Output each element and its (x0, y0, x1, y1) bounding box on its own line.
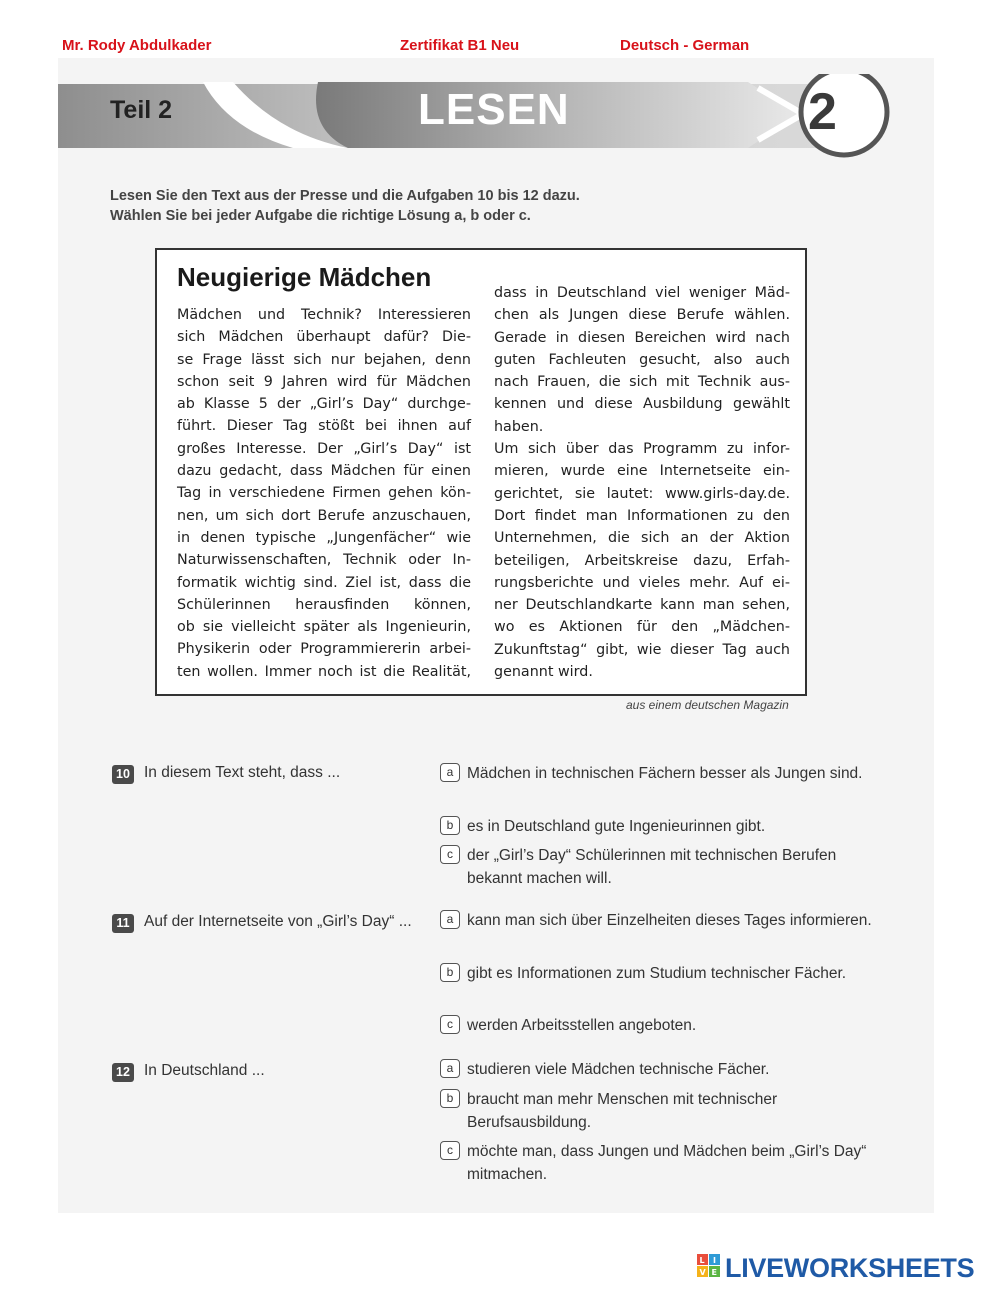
option-text: Mädchen in technischen Fächern besser als Jungen sind. (467, 765, 863, 782)
brand-name: LIVEWORKSHEETS (725, 1253, 975, 1283)
part-number: 2 (808, 83, 837, 141)
text-line: sich Mädchen überhaupt dafür? Die- (177, 329, 471, 346)
text-line: in denen typische „Jungenfächer“ wie (177, 529, 471, 546)
text-line: formatik wichtig sind. Ziel ist, dass die (177, 574, 471, 591)
article-source: aus einem deutschen Magazin (626, 698, 789, 712)
option-text: studieren viele Mädchen technische Fächer. (467, 1061, 770, 1078)
course-name: Zertifikat B1 Neu (400, 37, 520, 54)
option-letter: a (440, 763, 460, 782)
article-title: Neugierige Mädchen (177, 262, 432, 292)
option-letter: b (440, 963, 460, 982)
text-line: ner Deutschlandkarte kann man sehen, (494, 597, 790, 614)
text-line: Tag in verschiedene Firmen gehen kön- (177, 485, 471, 502)
text-line: Naturwissenschaften, Technik oder In- (177, 552, 471, 569)
text-line: guten Fachleuten gesucht, also auch (494, 351, 790, 368)
text-line: rungsberichte und vieles mehr. Auf ei- (494, 574, 790, 591)
text-line: Gerade in diesen Bereichen wird nach (494, 329, 790, 346)
option-text: werden Arbeitsstellen angeboten. (467, 1017, 697, 1034)
text-line: Zukunftstag“ gibt, wie dieser Tag auch (494, 641, 790, 658)
question-stem-10: In diesem Text steht, dass ... (144, 764, 341, 781)
text-line: Mädchen und Technik? Interessieren (177, 307, 471, 323)
text-line: nen, um sich dort Berufe anzuschauen, (177, 507, 471, 524)
text-line: großes Interesse. Der „Girl’s Day“ ist (177, 440, 471, 457)
text-line: kennen und diese Ausbildung gewählt (494, 396, 790, 413)
question-number-11: 11 (112, 914, 134, 933)
logo-letter: E (711, 1268, 717, 1277)
text-line: haben. (494, 418, 544, 435)
logo-blocks-icon (697, 1253, 721, 1279)
option-text: gibt es Informationen zum Studium technischer Fächer. (467, 965, 847, 982)
instruction-line-2: Wählen Sie bei jeder Aufgabe die richtige Lösung a, b oder c. (110, 208, 531, 224)
article-column-1 (177, 304, 471, 683)
option-text: es in Deutschland gute Ingenieurinnen gibt. (467, 818, 766, 835)
option-letter: c (440, 1141, 460, 1160)
text-line: Schülerinnen herausfinden können, (177, 596, 471, 613)
text-line: gerichtet, sie lautet: www.girls-day.de. (494, 485, 790, 502)
text-line: dazu gedacht, dass Mädchen für einen (177, 463, 471, 480)
option-text: braucht man mehr Menschen mit technischer Berufsausbildung. (467, 1091, 778, 1131)
text-line: ab Klasse 5 der „Girl’s Day“ durchge- (177, 396, 471, 413)
instruction-line-1: Lesen Sie den Text aus der Presse und die Aufgaben 10 bis 12 dazu. (110, 188, 580, 204)
question-stem-11: Auf der Internetseite von „Girl’s Day“ ... (144, 913, 412, 930)
instructions (110, 186, 580, 226)
option-letter: c (440, 1015, 460, 1034)
option-letter: a (440, 1059, 460, 1078)
text-line: schon seit 9 Jahren wird für Mädchen (177, 373, 471, 390)
text-line: wo es Aktionen für den „Mädchen- (494, 619, 790, 636)
author-name: Mr. Rody Abdulkader (62, 37, 212, 54)
question-stem-12: In Deutschland ... (144, 1062, 265, 1079)
text-line: genannt wird. (494, 664, 593, 681)
text-line: ten wollen. Immer noch ist die Realität, (177, 663, 471, 680)
text-line: führt. Dieser Tag stößt bei ihnen auf (177, 418, 471, 435)
language-label: Deutsch - German (620, 37, 750, 54)
text-line: dass in Deutschland viel weniger Mäd- (494, 285, 790, 301)
text-line: ob sie vielleicht später als Ingenieurin, (177, 619, 471, 636)
logo-letter: I (713, 1256, 716, 1265)
text-line: Physikerin oder Programmiererin arbei- (177, 641, 471, 658)
logo-letter: V (699, 1268, 706, 1277)
question-number-12: 12 (112, 1063, 134, 1082)
liveworksheets-logo[interactable] (697, 1253, 975, 1284)
text-line: chen als Jungen diese Berufe wählen. (494, 307, 790, 324)
part-label: Teil 2 (110, 96, 173, 124)
text-line: nach Frauen, die sich mit Technik aus- (494, 374, 790, 391)
option-letter: c (440, 845, 460, 864)
text-line: se Frage lässt sich nur bejahen, denn (177, 351, 471, 368)
text-line: Dort findet man Informationen zu den (494, 507, 790, 524)
question-number-10: 10 (112, 765, 134, 784)
section-title: LESEN (418, 85, 570, 134)
article-column-2 (494, 282, 790, 683)
option-text: der „Girl’s Day“ Schülerinnen mit technischen Berufen bekannt machen will. (467, 847, 837, 887)
option-letter: a (440, 910, 460, 929)
option-text: möchte man, dass Jungen und Mädchen beim „Girl’s Day“ mitmachen. (467, 1143, 867, 1183)
option-text: kann man sich über Einzelheiten dieses Tages informieren. (467, 912, 872, 929)
text-line: Um sich über das Programm zu infor- (494, 441, 790, 458)
option-letter: b (440, 816, 460, 835)
text-line: beteiligen, Arbeitskreise dazu, Erfah- (494, 552, 790, 569)
text-line: mieren, wurde eine Internetseite ein- (494, 463, 790, 480)
logo-letter: L (699, 1256, 705, 1265)
option-letter: b (440, 1089, 460, 1108)
text-line: Unternehmen, die sich an der Aktion (494, 530, 790, 547)
